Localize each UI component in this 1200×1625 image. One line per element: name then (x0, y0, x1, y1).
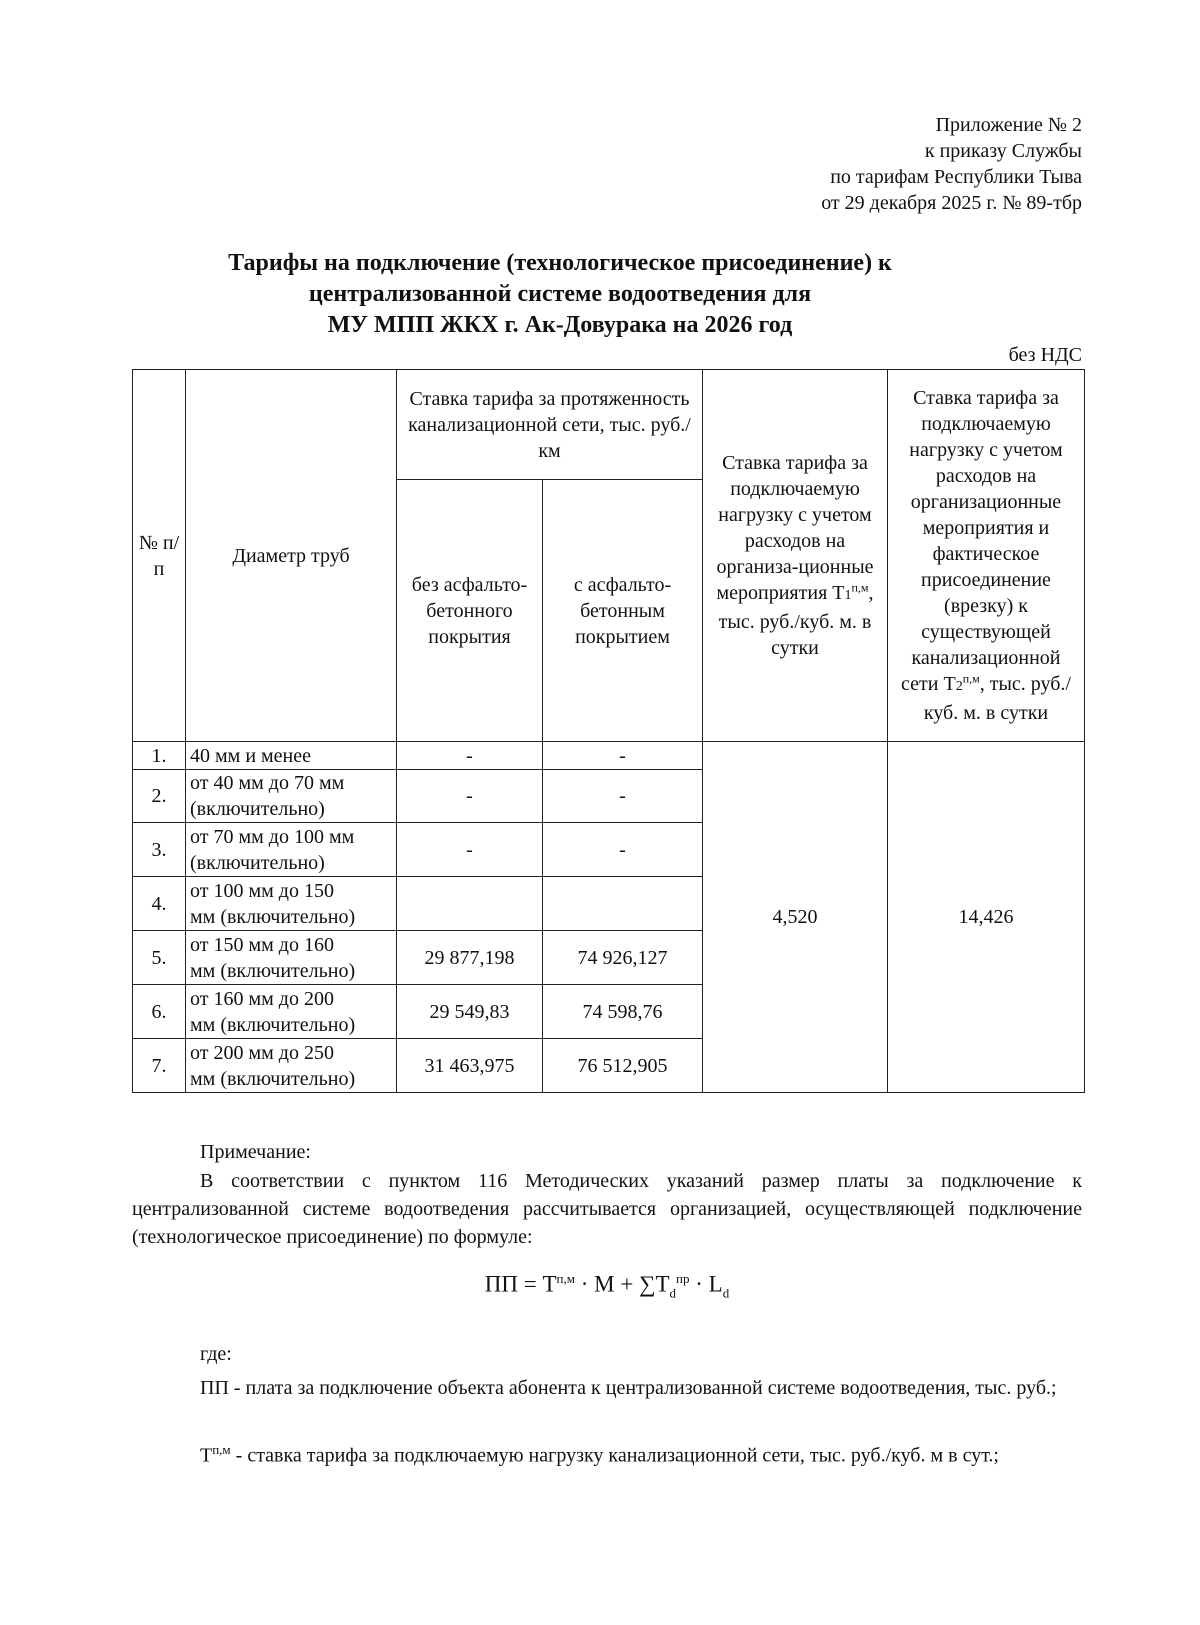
row-num: 3. (133, 823, 186, 877)
payment-formula (132, 1265, 1082, 1307)
table-row (133, 742, 1085, 770)
row-num: 7. (133, 1039, 186, 1093)
appendix-line-2: к приказу Службы (924, 140, 1082, 162)
row-with-asphalt: - (543, 742, 703, 770)
header-t2-sup: п,м (962, 671, 980, 686)
t2-value: 14,426 (888, 742, 1085, 1093)
row-diameter (186, 931, 397, 985)
row-diameter-line: от 160 мм до 200 (190, 987, 334, 1010)
title-line-1: Тарифы на подключение (технологическое присоединение) к (228, 250, 892, 276)
definition-t (132, 1436, 1082, 1470)
row-diameter (186, 877, 397, 931)
appendix-line-4: от 29 декабря 2025 г. № 89-тбр (821, 192, 1082, 214)
tariffs-table (132, 369, 1085, 1093)
formula-part-b: · M + ∑T (574, 1271, 670, 1297)
row-diameter (186, 742, 397, 770)
appendix-line-1: Приложение № 2 (935, 114, 1082, 136)
row-without-asphalt: 29 877,198 (397, 931, 543, 985)
row-diameter (186, 823, 397, 877)
header-num: № п/п (133, 370, 186, 742)
row-diameter-line: мм (включительно) (190, 1013, 356, 1036)
row-diameter-line: (включительно) (190, 851, 325, 874)
formula-sup-2: пр (676, 1271, 690, 1286)
header-t1-sup: п,м (851, 580, 869, 595)
header-t2-suffix: , тыс. руб./куб. м. в сутки (923, 673, 1071, 724)
row-diameter-line: от 40 мм до 70 мм (190, 772, 345, 794)
row-num: 6. (133, 985, 186, 1039)
header-t1-text: Ставка тарифа за подключаемую нагрузку с учетом расходов на организа-ционные мероприятия T (716, 452, 874, 604)
formula-sub-2: d (722, 1285, 730, 1301)
row-diameter-line: (включительно) (190, 798, 325, 820)
row-diameter-line: от 70 мм до 100 мм (190, 825, 355, 848)
row-num: 2. (133, 770, 186, 823)
row-diameter (186, 985, 397, 1039)
definition-pp: ПП - плата за подключение объекта абонента к централизованной системе водоотведения, тыс. руб.; (200, 1377, 1057, 1399)
row-without-asphalt: - (397, 770, 543, 823)
definition-t-symbol: T (200, 1444, 213, 1467)
row-without-asphalt: 31 463,975 (397, 1039, 543, 1093)
row-diameter (186, 770, 397, 823)
formula-part-a: ПП = T (484, 1271, 557, 1297)
row-without-asphalt (397, 877, 543, 931)
title-line-3: МУ МПП ЖКХ г. Ак-Довурака на 2026 год (327, 312, 793, 338)
definition-t-sup: п,м (212, 1442, 231, 1457)
header-t1-sub: 1 (844, 588, 852, 603)
vat-note: без НДС (1008, 344, 1082, 366)
row-diameter-line: от 200 мм до 250 (190, 1041, 334, 1064)
t1-value: 4,520 (703, 742, 888, 1093)
header-t2-sub: 2 (955, 679, 963, 694)
formula-sub-1: d (669, 1285, 677, 1301)
row-num: 5. (133, 931, 186, 985)
header-t1-suffix: , тыс. руб./куб. м. в сутки (718, 582, 874, 659)
row-diameter-line: мм (включительно) (190, 905, 356, 928)
row-num: 4. (133, 877, 186, 931)
appendix-line-3: по тарифам Республики Тыва (830, 166, 1082, 188)
title-line-2: централизованной системе водоотведения для (308, 281, 812, 307)
notes-body: В соответствии с пунктом 116 Методических указаний размер платы за подключение к централизованной системе водоотведения рассчитывается организацией, осуществляющей подключение (технологическое присоединение) по формуле: (132, 1170, 1082, 1248)
row-num: 1. (133, 742, 186, 770)
row-with-asphalt (543, 877, 703, 931)
row-with-asphalt: 74 598,76 (543, 985, 703, 1039)
header-diameter: Диаметр труб (186, 370, 397, 742)
header-length-rate: Ставка тарифа за протяженность канализационной сети, тыс. руб./км (397, 370, 703, 480)
row-with-asphalt: 74 926,127 (543, 931, 703, 985)
row-with-asphalt: - (543, 770, 703, 823)
row-diameter-line: мм (включительно) (190, 1067, 356, 1090)
header-t1-rate (703, 370, 888, 742)
header-t2-text: Ставка тарифа за подключаемую нагрузку с учетом расходов на организационные мероприятия и фактическое присоединение (врезку) к существующей канализационной сети T (901, 387, 1063, 695)
formula-part-c: · L (689, 1271, 723, 1297)
document-title (132, 248, 988, 341)
row-diameter-line: от 150 мм до 160 (190, 933, 334, 956)
row-without-asphalt: 29 549,83 (397, 985, 543, 1039)
where-label: где: (200, 1343, 232, 1365)
row-without-asphalt: - (397, 823, 543, 877)
formula-sup-1: п,м (556, 1271, 575, 1286)
row-without-asphalt: - (397, 742, 543, 770)
row-diameter-line: 40 мм и менее (190, 744, 312, 767)
row-diameter (186, 1039, 397, 1093)
header-without-asphalt: без асфальто-бетонного покрытия (397, 480, 543, 742)
row-with-asphalt: 76 512,905 (543, 1039, 703, 1093)
row-diameter-line: от 100 мм до 150 (190, 879, 334, 902)
header-t2-rate (888, 370, 1085, 742)
header-with-asphalt: с асфальто-бетонным покрытием (543, 480, 703, 742)
row-with-asphalt: - (543, 823, 703, 877)
row-diameter-line: мм (включительно) (190, 959, 356, 982)
definition-t-text: - ставка тарифа за подключаемую нагрузку канализационной сети, тыс. руб./куб. м в сут.; (230, 1444, 999, 1467)
appendix-header (821, 112, 1082, 216)
notes-title: Примечание: (200, 1141, 311, 1163)
